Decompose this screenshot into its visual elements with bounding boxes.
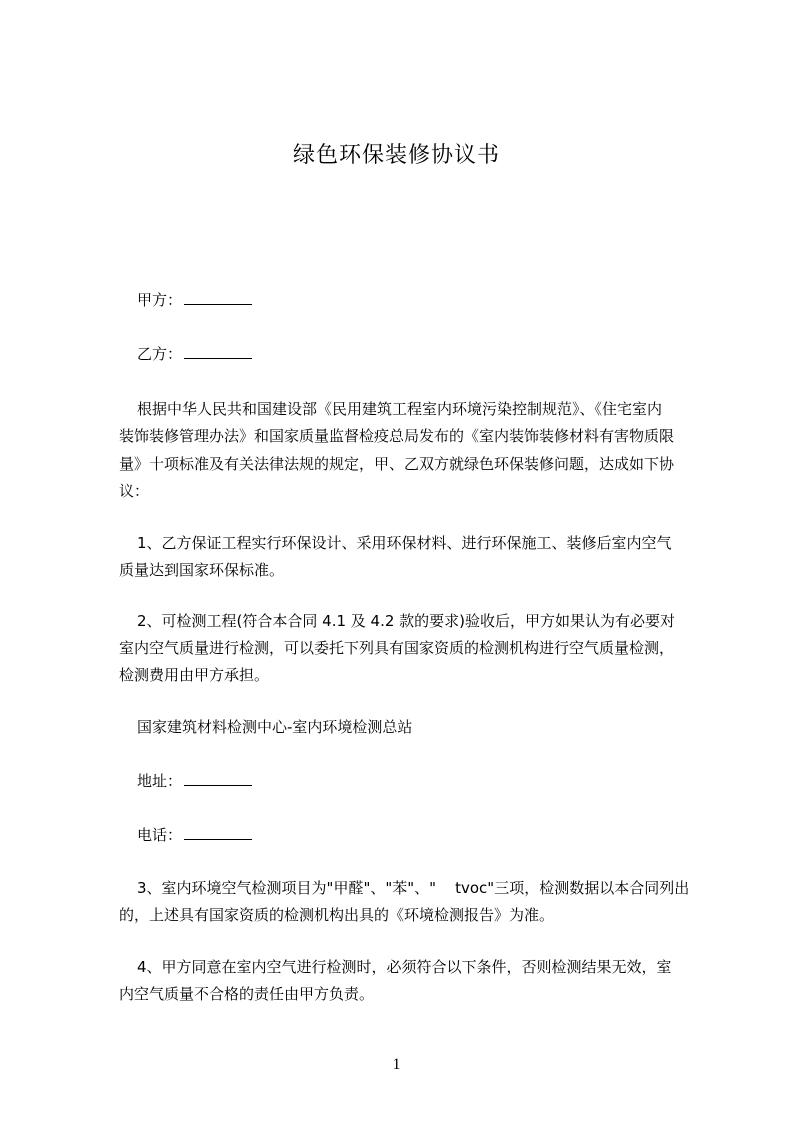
clause-1-line: 质量达到国家环保标准。 [119,561,285,579]
party-b-blank[interactable] [184,344,252,359]
clause-2-line: 2、可检测工程(符合本合同 4.1 及 4.2 款的要求)验收后，甲方如果认为有必要对 [137,612,676,630]
clause-2-line: 检测费用由甲方承担。 [119,666,270,684]
document-title: 绿色环保装修协议书 [292,143,500,168]
clause-2-line: 室内空气质量进行检测，可以委托下列具有国家资质的检测机构进行空气质量检测， [119,639,675,657]
agency-name: 国家建筑材料检测中心-室内环境检测总站 [137,718,413,736]
clause-3-line: 3、室内环境空气检测项目为"甲醛"、"苯"、" tvoc"三项，检测数据以本合同列出 [137,879,690,897]
agency-address-line [137,770,252,792]
preamble-line: 根据中华人民共和国建设部《民用建筑工程室内环境污染控制规范》、《住宅室内 [137,400,663,418]
clause-4-line: 内空气质量不合格的责任由甲方负责。 [119,985,375,1003]
page-number: 1 [392,1056,401,1073]
party-b-label: 乙方： [137,345,183,363]
party-a-blank[interactable] [184,290,252,305]
preamble-line: 量》十项标准及有关法律法规的规定，甲、乙双方就绿色环保装修问题，达成如下协 [119,455,675,473]
clause-4-line: 4、甲方同意在室内空气进行检测时，必须符合以下条件，否则检测结果无效，室 [137,958,672,976]
party-a-line [137,289,252,311]
clause-1-line: 1、乙方保证工程实行环保设计、采用环保材料、进行环保施工、装修后室内空气 [137,534,672,552]
clause-3-line: 的，上述具有国家资质的检测机构出具的《环境检测报告》为准。 [119,906,555,924]
agency-phone-line [137,824,252,846]
preamble-line: 议： [119,482,150,500]
address-blank[interactable] [184,771,252,786]
address-label: 地址： [137,772,183,790]
phone-label: 电话： [137,826,183,844]
phone-blank[interactable] [184,825,252,840]
party-b-line [137,343,252,365]
party-a-label: 甲方： [137,291,183,309]
preamble-line: 装饰装修管理办法》和国家质量监督检疫总局发布的《室内装饰装修材料有害物质限 [119,427,675,445]
